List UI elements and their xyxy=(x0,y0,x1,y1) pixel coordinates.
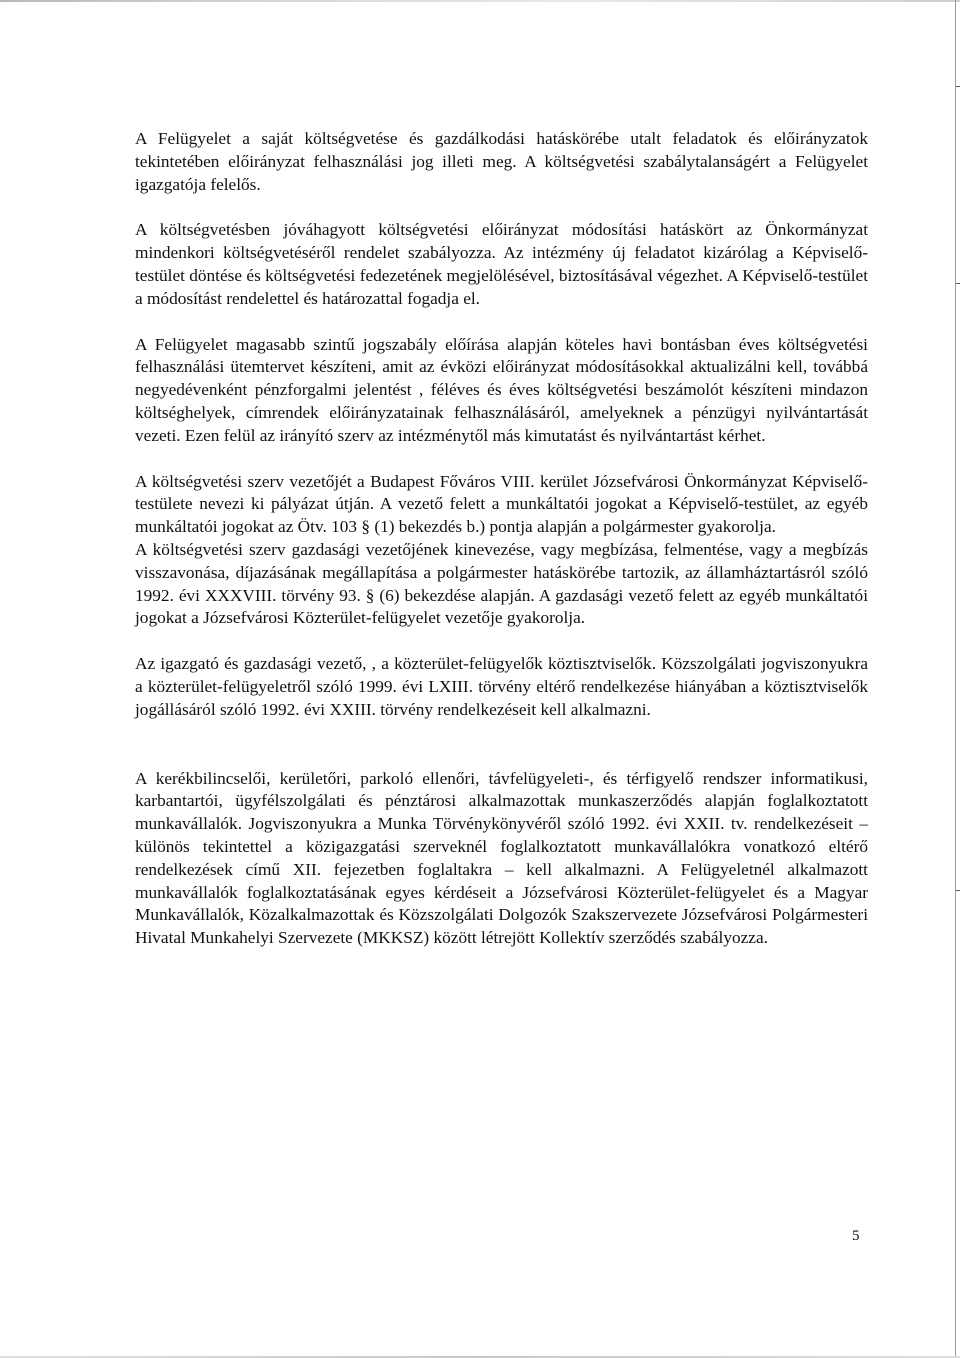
scan-tick xyxy=(956,890,960,891)
scan-edge-right xyxy=(955,0,956,1358)
scan-tick xyxy=(956,86,960,87)
paragraph-appropriation-modification: A költségvetésben jóváhagyott költségvetési előirányzat módosítási hatáskört az Önkormányzat mindenkori költségvetéséről rendelet szabályozza. Az intézmény új feladatot kizárólag a Képviselő-testület döntése és költségvetési fedezetének megjelölésével, biztosításával végezhet. A Képviselő-testület a módosítást rendelettel és határozattal fogadja el. xyxy=(135,220,868,308)
paragraph-budget-authority: A Felügyelet a saját költségvetése és gazdálkodási hatáskörébe utalt feladatok és előirányzatok tekintetében előirányzat felhasználási jog illeti meg. A költségvetési szabálytalanságért a Felügyelet igazgatója felelős. xyxy=(135,129,868,194)
document-body xyxy=(135,128,868,950)
paragraph-civil-servants: Az igazgató és gazdasági vezető, , a közterület-felügyelők köztisztviselők. Közszolgálati jogviszonyukra a közterület-felügyeletről szóló 1999. évi LXIII. törvény eltérő rendelkezése hiányában a köztisztviselők jogállásáról szóló 1992. évi XXIII. törvény rendelkezéseit kell alkalmazni. xyxy=(135,654,868,719)
scan-tick xyxy=(956,283,960,284)
paragraph-reporting-obligations: A Felügyelet magasabb szintű jogszabály előírása alapján köteles havi bontásban éves költségvetési felhasználási ütemtervet készíteni, amit az évközi előirányzat módosításokkal aktualizálni kell, továbbá negyedévenként pénzforgalmi jelentést , féléves és éves költségvetési beszámolót készíteni mindazon költséghelyek, címrendek előirányzatainak felhasználásáról, amelyeknek a pénzügyi nyilvántartását vezeti. Ezen felül az irányító szerv az intézménytől más kimutatást és nyilvántartást kérhet. xyxy=(135,334,868,445)
page-number: 5 xyxy=(852,1228,860,1244)
paragraph-employees: A kerékbilincselői, kerületőri, parkoló ellenőri, távfelügyeleti-, és térfigyelő rendszer informatikusi, karbantartói, ügyfélszolgálati és pénztárosi alkalmazottak munkaszerződés alapján foglalkoztatott munkavállalók. Jogviszonyukra a Munka Törvénykönyvéről szóló 1992. évi XXII. tv. rendelkezéseit – különös tekintettel a közigazgatási szerveknél foglalkoztatott munkavállalókra vonatkozó eltérő rendelkezések című XII. fejezetben foglaltakra – kell alkalmazni. A Felügyeletnél alkalmazott munkavállalók foglalkoztatásának egyes kérdéseit a Józsefvárosi Közterület-felügyelet és a Magyar Munkavállalók, Közalkalmazottak és Közszolgálati Dolgozók Szakszervezete Józsefvárosi Polgármesteri Hivatal Munkahelyi Szervezete (MKKSZ) között létrejött Kollektív szerződés szabályozza. xyxy=(135,768,868,948)
paragraph-financial-manager: A költségvetési szerv gazdasági vezetőjének kinevezése, vagy megbízása, felmentése, vagy a megbízás visszavonása, díjazásának megállapítása a polgármester hatáskörébe tartozik, az államháztartásról szóló 1992. évi XXXVIII. törvény 93. § (6) bekezdése alapján. A gazdasági vezető felett az egyéb munkáltatói jogokat a Józsefvárosi Közterület-felügyelet vezetője gyakorolja. xyxy=(135,539,868,628)
paragraph-director-appointment: A költségvetési szerv vezetőjét a Budapest Főváros VIII. kerület Józsefvárosi Önkormányzat Képviselő-testülete nevezi ki pályázat útján. A vezető felett a munkáltatói jogokat a Képviselő-testület, az egyéb munkáltatói jogokat az Ötv. 103 § (1) bekezdés b.) pontja alapján a polgármester gyakorolja. xyxy=(135,471,868,537)
scan-edge-top xyxy=(0,0,960,2)
